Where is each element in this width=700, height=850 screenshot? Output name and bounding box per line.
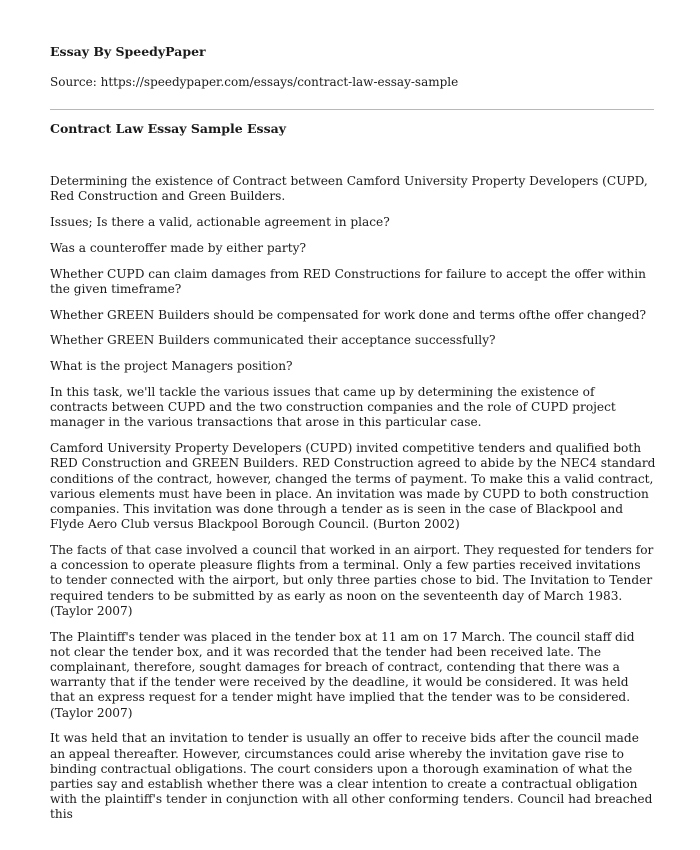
paragraph: Issues; Is there a valid, actionable agreement in place? <box>50 215 390 229</box>
paragraph: The facts of that case involved a council that worked in an airport. They requested for tenders for a concession to operate pleasure flights from a terminal. Only a few parties received invitations to tender connected with the airport, but only three parties chose to bid. The Invitation to Tender required tenders to be submitted by as early as noon on the seventeenth day of March 1983. (Taylor 2007) <box>50 543 654 618</box>
paragraph: In this task, we'll tackle the various issues that came up by determining the existence of contracts between CUPD and the two construction companies and the role of CUPD project manager in the various transactions that arose in this particular case. <box>50 384 616 430</box>
header-title: Essay By SpeedyPaper <box>50 44 206 59</box>
paragraph: It was held that an invitation to tender is usually an offer to receive bids after the council made an appeal thereafter. However, circumstances could arise whereby the invitation gave rise to binding contractual obligations. The court considers upon a thorough examination of what the parties say and establish whether there was a clear intention to create a contractual obligation with the plaintiff's tender in conjunction with all other conforming tenders. Council had breached this <box>50 731 653 822</box>
paragraph: Whether GREEN Builders communicated their acceptance successfully? <box>50 333 496 348</box>
essay-body <box>50 174 656 833</box>
paragraph: Camford University Property Developers (CUPD) invited competitive tenders and qualified both RED Construction and GREEN Builders. RED Construction agreed to abide by the NEC4 standard conditions of the contract, however, changed the terms of payment. To make this a valid contract, various elements must have been in place. An invitation was made by CUPD to both construction companies. This invitation was done through a tender as is seen in the case of Blackpool and Flyde Aero Club versus Blackpool Borough Council. (Burton 2002) <box>50 441 656 532</box>
paragraph: Whether GREEN Builders should be compensated for work done and terms ofthe offer changed? <box>50 307 647 322</box>
divider <box>50 109 654 110</box>
source-line: Source: https://speedypaper.com/essays/contract-law-essay-sample <box>50 75 459 89</box>
paragraph: Whether CUPD can claim damages from RED Constructions for failure to accept the offer within the given timeframe? <box>50 266 646 296</box>
paragraph: The Plaintiff's tender was placed in the tender box at 11 am on 17 March. The council staff did not clear the tender box, and it was recorded that the tender had been received late. The complainant, therefore, sought damages for breach of contract, contending that there was a warranty that if the tender were received by the deadline, it would be considered. It was held that an express request for a tender might have implied that the tender was to be considered. (Taylor 2007) <box>50 629 635 720</box>
paragraph: What is the project Managers position? <box>50 359 293 374</box>
paragraph: Was a counteroffer made by either party? <box>50 240 306 255</box>
paragraph: Determining the existence of Contract between Camford University Property Developers (CUPD, Red Construction and Green Builders. <box>50 174 648 204</box>
essay-title: Contract Law Essay Sample Essay <box>50 121 286 136</box>
